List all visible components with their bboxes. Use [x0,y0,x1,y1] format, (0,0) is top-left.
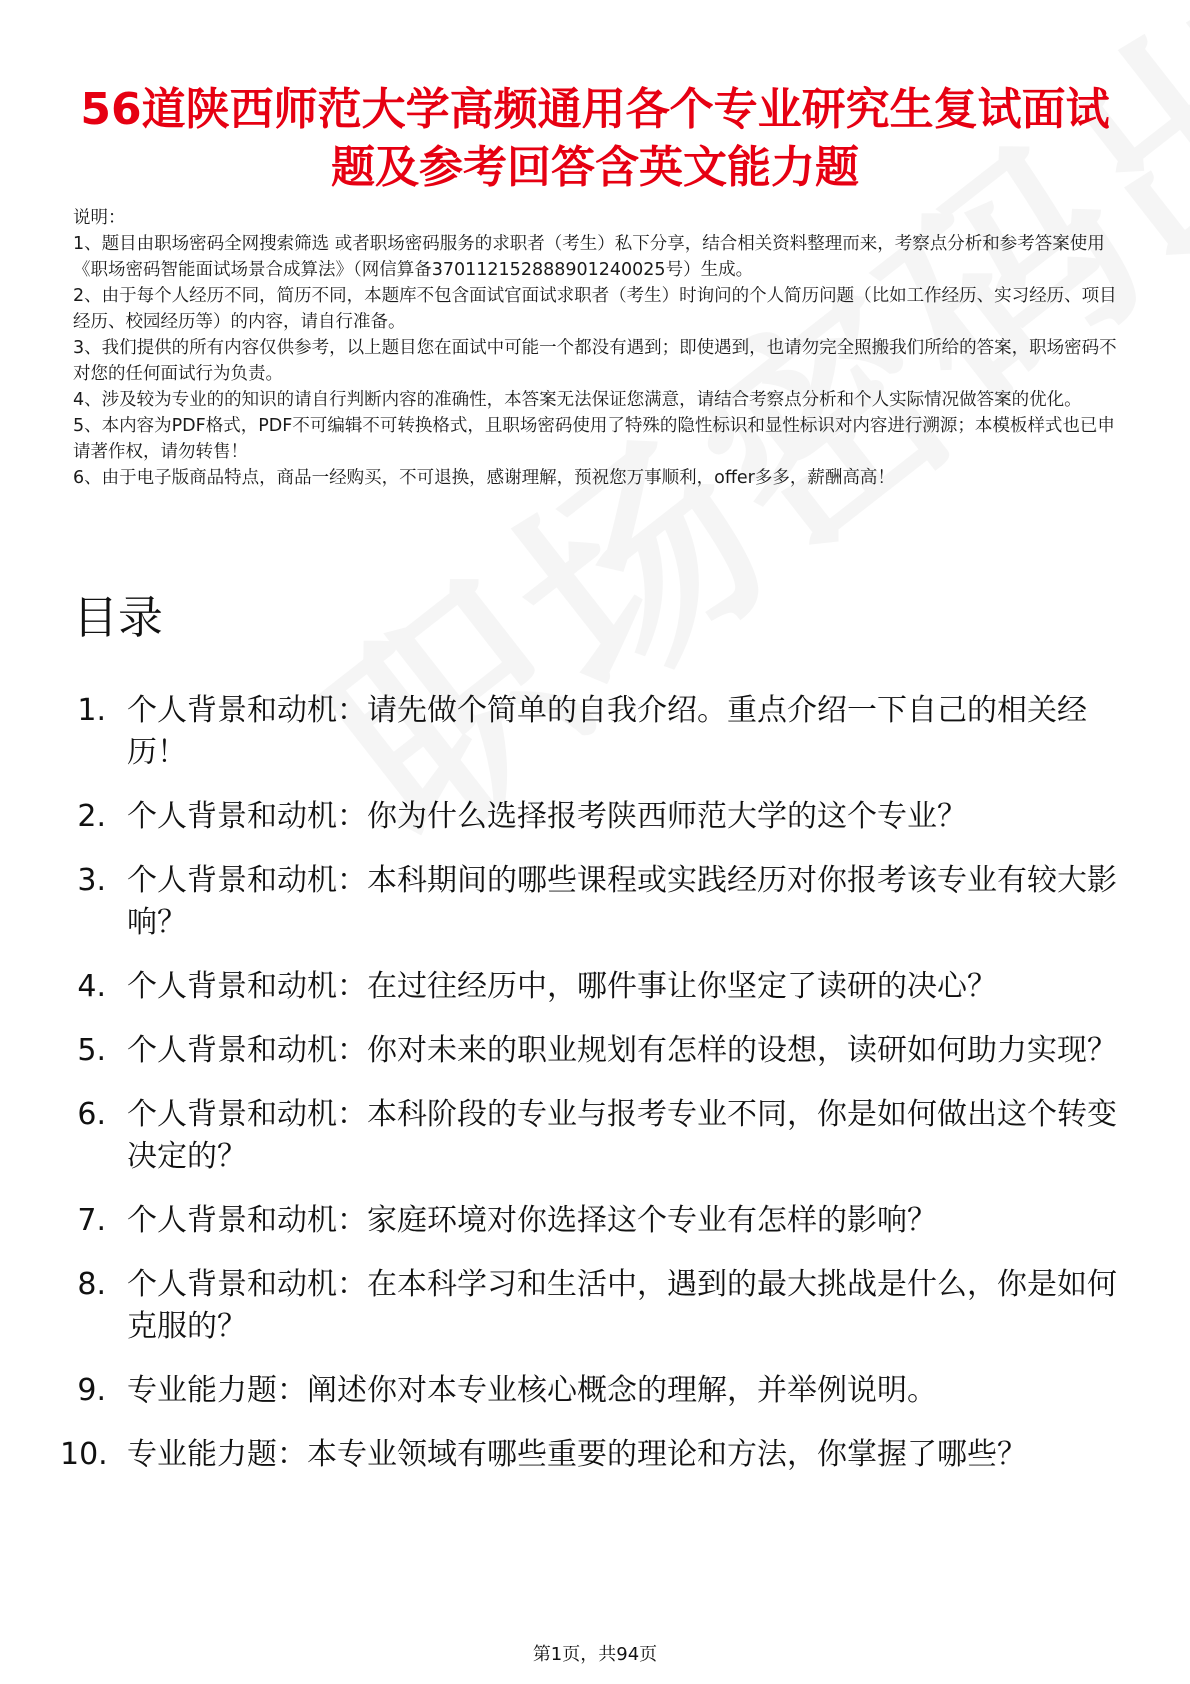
page-footer: 第1页，共94页 [532,1644,658,1665]
toc-item[interactable] [0,1370,1117,1412]
toc-item[interactable] [0,966,1117,1008]
toc-item-text: 个人背景和动机：本科期间的哪些课程或实践经历对你报考该专业有较大影响？ [127,863,1117,940]
toc-item-text: 专业能力题：阐述你对本专业核心概念的理解，并举例说明。 [127,1373,937,1408]
toc-item[interactable] [0,860,1117,944]
toc-item-text: 个人背景和动机：家庭环境对你选择这个专业有怎样的影响？ [127,1203,937,1238]
toc-item-text: 个人背景和动机：你为什么选择报考陕西师范大学的这个专业？ [127,799,967,834]
toc-item[interactable] [0,1264,1117,1348]
toc-item[interactable] [0,1030,1117,1072]
intro-note-4: 4、涉及较为专业的的知识的请自行判断内容的准确性，本答案无法保证您满意，请结合考察点分析和个人实际情况做答案的优化。 [73,390,1082,410]
table-of-contents [0,690,1190,1498]
intro-note-6: 6、由于电子版商品特点，商品一经购买，不可退换，感谢理解，预祝您万事顺利，offer多多，薪酬高高！ [73,468,895,488]
intro-notes [73,205,1123,491]
toc-item-text: 个人背景和动机：请先做个简单的自我介绍。重点介绍一下自己的相关经历！ [127,693,1087,770]
toc-item[interactable] [0,796,1117,838]
toc-item-number: 2. [77,799,106,834]
toc-item[interactable] [0,690,1117,774]
toc-item[interactable] [0,1200,1117,1242]
toc-item-number: 8. [77,1267,106,1302]
toc-item-number: 5. [77,1033,106,1068]
toc-item-number: 9. [77,1373,106,1408]
toc-item-number: 7. [77,1203,106,1238]
toc-item-text: 专业能力题：本专业领域有哪些重要的理论和方法，你掌握了哪些？ [127,1437,1027,1472]
toc-item-number: 10. [60,1437,108,1472]
toc-item-text: 个人背景和动机：在本科学习和生活中，遇到的最大挑战是什么，你是如何克服的？ [127,1267,1117,1344]
intro-note-5: 5、本内容为PDF格式，PDF不可编辑不可转换格式，且职场密码使用了特殊的隐性标识和显性标识对内容进行溯源；本模板样式也已申请著作权，请勿转售！ [73,416,1115,462]
toc-item-number: 3. [77,863,106,898]
intro-note-3: 3、我们提供的所有内容仅供参考，以上题目您在面试中可能一个都没有遇到；即使遇到，也请勿完全照搬我们所给的答案，职场密码不对您的任何面试行为负责。 [73,338,1117,384]
toc-item[interactable] [0,1434,1117,1476]
intro-note-2: 2、由于每个人经历不同，简历不同，本题库不包含面试官面试求职者（考生）时询问的个人简历问题（比如工作经历、实习经历、项目经历、校园经历等）的内容，请自行准备。 [73,286,1117,332]
toc-heading: 目录 [73,591,164,644]
toc-item-number: 4. [77,969,106,1004]
toc-item-number: 6. [77,1097,106,1132]
toc-item-text: 个人背景和动机：你对未来的职业规划有怎样的设想，读研如何助力实现？ [127,1033,1117,1068]
toc-item-text: 个人背景和动机：在过往经历中，哪件事让你坚定了读研的决心？ [127,969,997,1004]
toc-item[interactable] [0,1094,1117,1178]
toc-item-number: 1. [77,693,106,728]
document-title: 56道陕西师范大学高频通用各个专业研究生复试面试题及参考回答含英文能力题 [80,84,1110,194]
toc-item-text: 个人背景和动机：本科阶段的专业与报考专业不同，你是如何做出这个转变决定的？ [127,1097,1117,1174]
intro-note-1: 1、题目由职场密码全网搜索筛选 或者职场密码服务的求职者（考生）私下分享，结合相关资料整理而来，考察点分析和参考答案使用《职场密码智能面试场景合成算法》（网信算备370112152888901240025号）生成。 [73,234,1105,280]
intro-heading: 说明： [73,208,126,228]
